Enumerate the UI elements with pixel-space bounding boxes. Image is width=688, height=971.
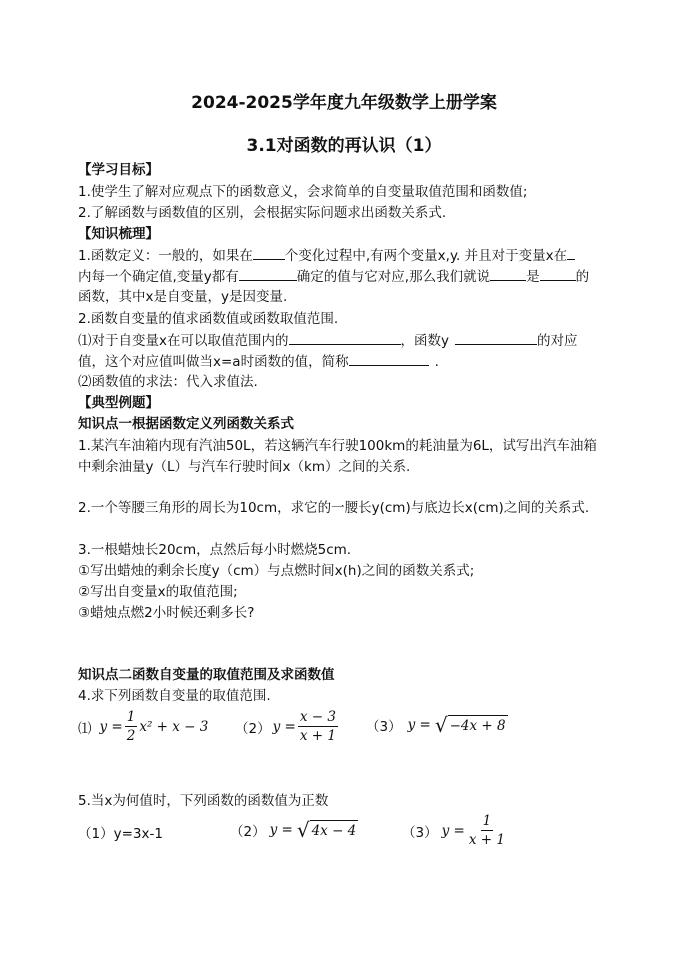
question-3-part-2: ②写出自变量x的取值范围; (78, 584, 238, 600)
fraction-numerator: 1 (482, 813, 492, 829)
review-line-4: 2.函数自变量的值求函数值或函数取值范围. (78, 311, 339, 327)
question-3-part-3: ③蜡烛点燃2小时候还剩多长? (78, 605, 255, 621)
fraction (125, 708, 138, 745)
review-text: 的 (575, 269, 590, 285)
review-text: 内每一个确定值,变量y都有 (78, 269, 239, 285)
item-label: （2） (235, 720, 271, 737)
review-line-1 (78, 245, 575, 266)
square-root (297, 818, 358, 842)
blank (490, 266, 526, 281)
document-title: 2024-2025学年度九年级数学上册学案 (191, 93, 497, 113)
review-line-7: ⑵函数值的求法：代入求值法. (78, 374, 258, 390)
q4-formula-2 (235, 708, 340, 745)
blank (349, 351, 429, 366)
lesson-title: 3.1对函数的再认识（1） (246, 136, 442, 156)
blank (289, 330, 401, 345)
blank (455, 330, 537, 345)
q5-formula-2 (230, 818, 358, 842)
blank (239, 266, 297, 281)
radicand: −4x + 8 (448, 715, 508, 735)
review-text: 个变化过程中,有两个变量x,y. 并且对于变量x在 (284, 248, 568, 264)
examples-heading: 【典型例题】 (78, 395, 159, 411)
question-3: 3.一根蜡烛长20cm，点然后每小时燃烧5cm. (78, 542, 352, 558)
math-rest: x² + x − 3 (139, 718, 209, 735)
item-label: （2） (230, 824, 266, 840)
math-lhs: y = (407, 717, 431, 733)
goal-item-2: 2.了解函数与函数值的区别，会根据实际问题求出函数关系式. (78, 205, 447, 221)
question-3-part-1: ①写出蜡烛的剩余长度y（cm）与点燃时间x(h)之间的函数关系式; (78, 563, 475, 579)
question-5: 5.当x为何值时，下列函数的函数值为正数 (78, 793, 329, 809)
knowledge-point-1: 知识点一根据函数定义列函数关系式 (78, 416, 294, 432)
q4-formula-1 (78, 708, 208, 745)
blank (567, 245, 575, 260)
goal-item-1: 1.使学生了解对应观点下的函数意义，会求简单的自变量取值范围和函数值; (78, 184, 528, 200)
radical-sign: √ (434, 713, 448, 737)
q5-formula-1 (78, 822, 163, 842)
question-4: 4.求下列函数自变量的取值范围. (78, 688, 271, 704)
fraction-numerator: x − 3 (299, 709, 336, 725)
math-lhs: y = (99, 718, 123, 735)
fraction-denominator: 2 (126, 728, 136, 744)
knowledge-point-2: 知识点二函数自变量的取值范围及求函数值 (78, 667, 335, 683)
blank (540, 266, 576, 281)
math-lhs: y = (441, 822, 465, 839)
review-text: 的对应 (537, 333, 578, 349)
review-line-6 (78, 351, 439, 372)
math-lhs: y = (269, 822, 293, 838)
review-text: 值，这个对应值叫做当x=a时函数的值，简称 (78, 354, 349, 370)
review-text: ⑴对于自变量x在可以取值范围内的 (78, 333, 289, 349)
item-label: （1）y=3x-1 (78, 826, 163, 842)
square-root (435, 713, 508, 737)
review-line-3: 函数，其中x是自变量，y是因变量. (78, 289, 288, 305)
fraction-denominator: x + 1 (468, 832, 505, 848)
review-text: . (434, 354, 439, 370)
q4-formula-3 (366, 713, 508, 737)
fraction (467, 812, 507, 849)
review-text: 确定的值与它对应,那么我们就说 (296, 269, 491, 285)
review-line-5 (78, 330, 578, 351)
math-lhs: y = (272, 718, 296, 735)
question-2: 2.一个等腰三角形的周长为10cm，求它的一腰长y(cm)与底边长x(cm)之间的关系式. (78, 500, 590, 516)
radicand: 4x − 4 (310, 820, 359, 840)
blank (253, 245, 285, 260)
item-label: ⑴ (78, 720, 92, 737)
item-label: （3） (402, 824, 438, 841)
review-text: ，函数y (400, 333, 449, 349)
item-label: （3） (366, 719, 402, 735)
review-text: 1.函数定义：一般的，如果在 (78, 248, 253, 264)
fraction-denominator: x + 1 (299, 728, 336, 744)
question-1-line-1: 1.某汽车油箱内现有汽油50L，若这辆汽车行驶100km的耗油量为6L，试写出汽车油箱 (78, 438, 597, 454)
q5-formula-3 (402, 812, 509, 849)
goals-heading: 【学习目标】 (78, 162, 159, 178)
radical-sign: √ (296, 818, 310, 842)
review-text: 是 (526, 269, 540, 285)
review-heading: 【知识梳理】 (78, 226, 159, 242)
fraction (298, 708, 338, 745)
fraction-numerator: 1 (126, 709, 136, 725)
question-1-line-2: 中剩余油量y（L）与汽车行驶时间x（km）之间的关系. (78, 459, 411, 475)
review-line-2 (78, 266, 589, 287)
